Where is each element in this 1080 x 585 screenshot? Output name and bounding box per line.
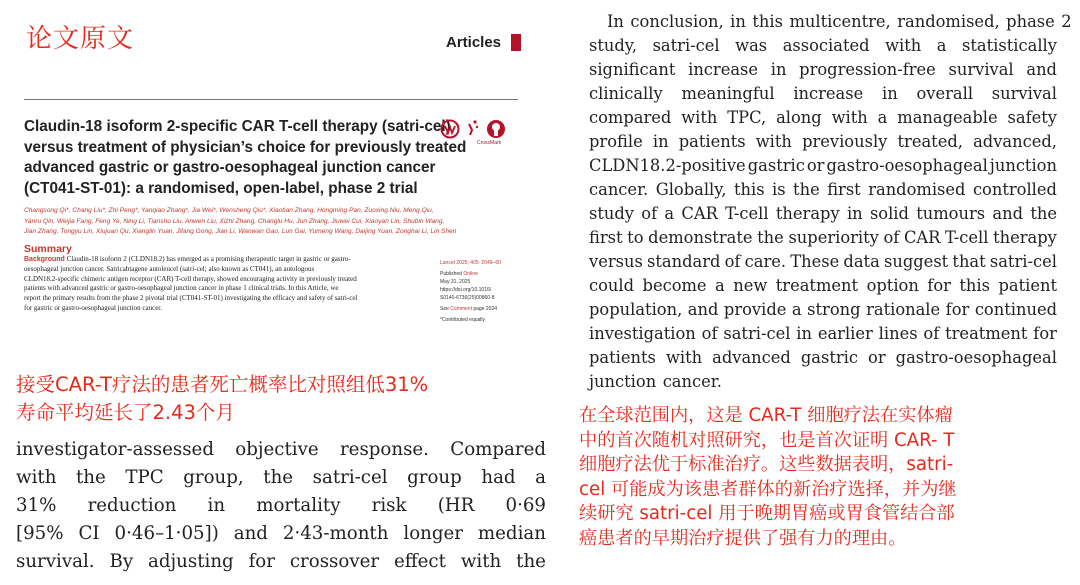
excerpt-word: satri-cel — [312, 467, 388, 488]
conclusion-word: increase — [688, 60, 759, 79]
excerpt-word: with — [460, 551, 502, 572]
author-line: Jian Zhang, Tongyu Lin, Xiujuan Qu, Xianglin Yuan, Jifang Gong, Jian Li, Wanwan Gao, Lun Gai, Yumeng Wang, Daijing Yuan, Zonghai Li, Lin Shen — [24, 228, 457, 235]
excerpt-word: longer — [403, 523, 463, 544]
conclusion-word: safety — [1007, 108, 1057, 127]
excerpt-word: group — [407, 467, 462, 488]
summary-heading: Summary — [24, 243, 72, 255]
conclusion-line — [589, 370, 1057, 394]
conclusion-word: that — [952, 252, 986, 271]
published-date: May 31, 2025 — [440, 279, 471, 285]
excerpt-word: risk — [371, 495, 407, 516]
conclusion-word: in — [846, 204, 863, 223]
conclusion-word: satri-cel — [652, 36, 720, 55]
excerpt-word: the — [76, 467, 106, 488]
author-list — [24, 206, 524, 238]
conclusion-word: a — [877, 108, 888, 127]
see-prefix: See — [440, 306, 451, 312]
conclusion-line — [589, 130, 1057, 154]
conclusion-word: lines — [878, 324, 918, 343]
translation-line: cel 可能成为该患者群体的新治疗选择，并为继 — [579, 478, 957, 500]
comment-link[interactable]: Comment — [450, 306, 472, 312]
conclusion-word: was — [735, 36, 768, 55]
author-line: Yanru Qin, Weijia Fang, Feng Ye, Ning Li, Tianshu Liu, Anwen Liu, Xizhi Zhang, Changlu Hu, Jun Zhang, Jiuwei Cui, Xiaoyan Lin, Shubin Wang, — [24, 217, 445, 225]
conclusion-word: tumours — [916, 204, 986, 223]
paper-title — [24, 117, 467, 199]
conclusion-word: of — [641, 204, 658, 223]
header-rule — [24, 99, 518, 100]
conclusion-word: become — [642, 276, 707, 295]
conclusion-word: previously — [802, 132, 888, 151]
excerpt-word: adjusting — [148, 551, 234, 572]
background-label: Background — [24, 256, 65, 263]
conclusion-word: satri-cel — [989, 252, 1057, 271]
conclusion-word: patient — [998, 276, 1057, 295]
conclusion-word: meaningful — [681, 84, 775, 103]
conclusion-word: in — [796, 324, 812, 343]
conclusion-word: provide — [723, 300, 787, 319]
excerpt-word: survival. — [16, 551, 95, 572]
excerpt-word: crossover — [289, 551, 380, 572]
conclusion-word: advanced, — [973, 132, 1057, 151]
conclusion-word: CAR — [903, 228, 941, 247]
conclusion-word: this — [752, 12, 783, 31]
chinese-headline — [16, 371, 428, 427]
conclusion-word: the — [757, 228, 784, 247]
oa-icon — [439, 118, 461, 140]
conclusion-word: multicentre, — [789, 12, 891, 31]
conclusion-word: junction — [589, 372, 657, 391]
conclusion-word: for — [945, 300, 970, 319]
excerpt-word: response. — [339, 439, 429, 460]
title-line: (CT041-ST-01): a randomised, open-label, phase 2 trial — [24, 179, 418, 197]
conclusion-word: randomised — [868, 180, 966, 199]
translation-line: 中的首次随机对照研究，也是首次证明 CAR- T — [579, 429, 955, 451]
conclusion-word: along — [776, 108, 822, 127]
conclusion-word: with — [755, 132, 792, 151]
conclusion-word: satri-cel — [723, 324, 791, 343]
conclusion-word: therapy — [775, 204, 840, 223]
conclusion-line — [589, 202, 1057, 226]
sparkle-icon — [466, 118, 480, 140]
conclusion-word: the — [793, 180, 820, 199]
conclusion-word: therapy — [993, 228, 1057, 247]
conclusion-word: of — [883, 228, 900, 247]
excerpt-word: and — [233, 523, 268, 544]
conclusion-word: a — [791, 300, 802, 319]
conclusion-word: in — [730, 12, 746, 31]
conclusion-word: superiority — [788, 228, 879, 247]
conclusion-word: of — [923, 324, 940, 343]
conclusion-line — [589, 322, 1057, 346]
journal-mark-icon — [511, 34, 521, 51]
conclusion-word: study, — [589, 36, 638, 55]
conclusion-word: significant — [589, 60, 676, 79]
paper-icons — [439, 118, 507, 140]
conclusion-word: Globally, — [655, 180, 727, 199]
conclusion-word: phase — [1006, 12, 1055, 31]
article-meta — [440, 259, 530, 324]
excerpt-word: median — [477, 523, 546, 544]
title-line: advanced gastric or gastro-oesophageal junction cancer — [24, 159, 436, 176]
conclusion-word: a — [664, 204, 675, 223]
conclusion-word: 2 — [1061, 12, 1072, 31]
conclusion-word: standard — [647, 252, 721, 271]
conclusion-word: overall — [916, 84, 974, 103]
excerpt-word: [95% — [16, 523, 64, 544]
doi-line-1[interactable]: https://doi.org/10.1016/ — [440, 287, 492, 293]
conclusion-word: conclusion, — [630, 12, 724, 31]
conclusion-word: the — [1030, 204, 1057, 223]
conclusion-word: for — [927, 276, 951, 295]
conclusion-line — [589, 106, 1057, 130]
conclusion-word: gastro-oesophageal — [895, 348, 1057, 367]
conclusion-word: gastro-oesophageal — [826, 156, 988, 175]
conclusion-word: randomised, — [897, 12, 1000, 31]
conclusion-word: statistically — [962, 36, 1057, 55]
excerpt-word: with — [16, 467, 57, 488]
excerpt-word: TPC — [125, 467, 164, 488]
conclusion-word: suggest — [884, 252, 949, 271]
conclusion-word: of — [701, 324, 718, 343]
conclusion-word: a — [936, 36, 947, 55]
see-suffix: page 2024 — [471, 306, 498, 312]
conclusion-word: and — [992, 204, 1024, 223]
conclusion-word: with — [831, 108, 868, 127]
headline-line: 寿命平均延长了2.43个月 — [16, 401, 235, 424]
conclusion-word: first — [589, 228, 623, 247]
summary-line: CLDN18.2-specific chimeric antigen receptor (CAR) T-cell therapy, showed encouraging activity in previously treated — [24, 274, 357, 283]
conclusion-word: in — [770, 60, 787, 79]
excerpt-word: had — [481, 467, 516, 488]
excerpt-word: 31% — [16, 495, 57, 516]
summary-line — [24, 255, 436, 265]
conclusion-word: option — [866, 276, 919, 295]
excerpt-line — [16, 492, 546, 520]
original-paper-label: 论文原文 — [26, 24, 135, 54]
conclusion-word: first — [827, 180, 861, 199]
title-line: versus treatment of physician’s choice for previously treated — [24, 138, 467, 156]
excerpt-word: CI — [78, 523, 100, 544]
conclusion-word: with — [681, 108, 718, 127]
headline-line: 接受CAR-T疗法的患者死亡概率比对照组低31% — [16, 373, 429, 396]
conclusion-word: progression-free — [799, 60, 936, 79]
conclusion-word: controlled — [972, 180, 1057, 199]
conclusion-line — [589, 250, 1057, 274]
conclusion-word: CLDN18.2-positive — [589, 156, 746, 175]
translation-line: 癌患者的早期治疗提供了强有力的理由。 — [579, 527, 907, 549]
conclusion-word: treatment — [945, 324, 1028, 343]
excerpt-word: reduction — [87, 495, 177, 516]
conclusion-word: a — [715, 276, 725, 295]
conclusion-word: data — [843, 252, 880, 271]
summary-line: oesophageal junction cancer. Satricabtagene autoleucel (satri-cel; also known as CT041), an autologous — [24, 264, 315, 273]
conclusion-word: patients — [678, 132, 746, 151]
excerpt-word: 2·43-month — [282, 523, 389, 544]
summary-line: for gastric or gastro-oesophageal junction cancer. — [24, 303, 163, 312]
excerpt-word: a — [535, 467, 546, 488]
conclusion-word: with — [885, 36, 922, 55]
contributed-note: *Contributed equally — [440, 317, 486, 323]
crossmark-icon — [485, 118, 507, 140]
excerpt-body — [16, 436, 546, 576]
conclusion-word: gastric — [800, 348, 859, 367]
summary-line: report the primary results from the phase 2 pivotal trial (CT041-ST-01) investigating the efficacy and safety of satri-cel — [24, 294, 358, 303]
conclusion-word: in — [882, 84, 898, 103]
excerpt-line — [16, 520, 546, 548]
excerpt-word: 0·69 — [505, 495, 546, 516]
conclusion-word: associated — [782, 36, 870, 55]
online-link[interactable]: Online — [463, 271, 478, 277]
conclusion-paragraph — [589, 10, 1072, 394]
conclusion-word: clinically — [589, 84, 663, 103]
excerpt-word: effect — [393, 551, 446, 572]
excerpt-word: objective — [235, 439, 319, 460]
conclusion-word: CAR — [681, 204, 718, 223]
crossmark-label: CrossMark — [477, 140, 502, 146]
excerpt-word: in — [207, 495, 226, 516]
summary-line: patients with advanced gastric or gastro-oesophageal junction cancer in phase 1 clinical trials. In this Article, we — [24, 284, 339, 293]
conclusion-word: treatment — [775, 276, 859, 295]
summary-text: Claudin-18 isoform 2 (CLDN18.2) has emerged as a promising therapeutic target in gastric or gastro- — [64, 255, 351, 263]
translation-line: 续研究 satri-cel 用于晚期胃癌或胃食管结合部 — [579, 503, 955, 524]
conclusion-line — [589, 226, 1057, 250]
conclusion-word: to — [627, 228, 644, 247]
conclusion-word: patients — [589, 348, 656, 367]
conclusion-word: or — [868, 348, 886, 367]
excerpt-word: mortality — [256, 495, 341, 516]
excerpt-word: the — [516, 551, 546, 572]
journal-section — [446, 34, 521, 51]
excerpt-line — [16, 464, 546, 492]
conclusion-word: this — [733, 180, 765, 199]
conclusion-word: this — [959, 276, 990, 295]
conclusion-word: T-cell — [725, 204, 769, 223]
conclusion-word: is — [772, 180, 786, 199]
published-line — [440, 270, 530, 278]
conclusion-word: cancer. — [589, 180, 649, 199]
conclusion-word: treated, — [897, 132, 963, 151]
conclusion-word: of — [724, 252, 741, 271]
translation-line: 在全球范围内，这是 CAR-T 细胞疗法在实体瘤 — [579, 405, 953, 426]
conclusion-word: manageable — [897, 108, 998, 127]
conclusion-word: advanced — [712, 348, 791, 367]
translation-line: 细胞疗法优于标准治疗。这些数据表明，satri- — [579, 454, 954, 475]
conclusion-line — [589, 82, 1057, 106]
excerpt-word: 0·46–1·05]) — [114, 523, 219, 544]
citation: Lancet 2025; 405: 2049–60 — [440, 260, 501, 266]
conclusion-word: increase — [793, 84, 864, 103]
conclusion-word: could — [589, 276, 635, 295]
conclusion-word: earlier — [817, 324, 873, 343]
see-comment-line — [440, 305, 530, 313]
conclusion-line — [589, 274, 1057, 298]
summary-body — [24, 255, 436, 314]
conclusion-word: and — [1026, 60, 1057, 79]
conclusion-word: survival — [948, 60, 1014, 79]
conclusion-word: These — [790, 252, 840, 271]
title-line: Claudin-18 isoform 2-specific CAR T-cell therapy (satri-cel) — [24, 118, 451, 135]
conclusion-word: T-cell — [945, 228, 989, 247]
excerpt-word: the — [263, 467, 294, 488]
conclusion-translation — [579, 404, 1069, 551]
excerpt-word: group, — [183, 467, 244, 488]
conclusion-word: strong — [807, 300, 861, 319]
conclusion-word: with — [665, 348, 703, 367]
conclusion-word: new — [733, 276, 768, 295]
conclusion-word: for — [1033, 324, 1057, 343]
conclusion-line — [589, 34, 1057, 58]
excerpt-word: for — [248, 551, 275, 572]
excerpt-word: Compared — [450, 439, 546, 460]
conclusion-word: survival — [991, 84, 1057, 103]
conclusion-word: study — [589, 204, 635, 223]
conclusion-word: population, — [589, 300, 683, 319]
excerpt-word: (HR — [437, 495, 475, 516]
excerpt-line — [16, 548, 546, 576]
conclusion-word: in — [652, 132, 669, 151]
conclusion-word: junction — [989, 156, 1057, 175]
excerpt-word: By — [109, 551, 134, 572]
conclusion-word: continued — [974, 300, 1057, 319]
excerpt-line — [16, 436, 546, 464]
conclusion-word: rationale — [866, 300, 941, 319]
conclusion-word: TPC, — [727, 108, 767, 127]
conclusion-word: cancer. — [662, 372, 722, 391]
conclusion-word: gastric — [747, 156, 805, 175]
conclusion-word: In — [607, 12, 624, 31]
conclusion-word: versus — [589, 252, 643, 271]
excerpt-word: investigator-assessed — [16, 439, 214, 460]
conclusion-word: and — [687, 300, 719, 319]
author-line: Changsong Qi*, Chang Liu*, Zhi Peng*, Yanqiao Zhang*, Jia Wei*, Wensheng Qiu*, Xiaotian Zhang, Hongming Pan, Zuoxing Niu, Meng Qiu, — [24, 207, 434, 214]
conclusion-line — [589, 154, 1057, 178]
articles-label: Articles — [446, 34, 502, 51]
conclusion-word: profile — [589, 132, 643, 151]
conclusion-word: or — [806, 156, 825, 175]
conclusion-word: demonstrate — [648, 228, 753, 247]
doi-line-2[interactable]: S0140-6736(25)00860-8 — [440, 295, 495, 301]
conclusion-line — [589, 10, 1072, 34]
conclusion-word: solid — [869, 204, 909, 223]
conclusion-line — [589, 298, 1057, 322]
conclusion-word: care. — [744, 252, 787, 271]
conclusion-line — [589, 58, 1057, 82]
conclusion-line — [589, 346, 1057, 370]
conclusion-line — [589, 178, 1057, 202]
conclusion-word: compared — [589, 108, 672, 127]
published-prefix: Published — [440, 271, 464, 277]
conclusion-word: investigation — [589, 324, 696, 343]
